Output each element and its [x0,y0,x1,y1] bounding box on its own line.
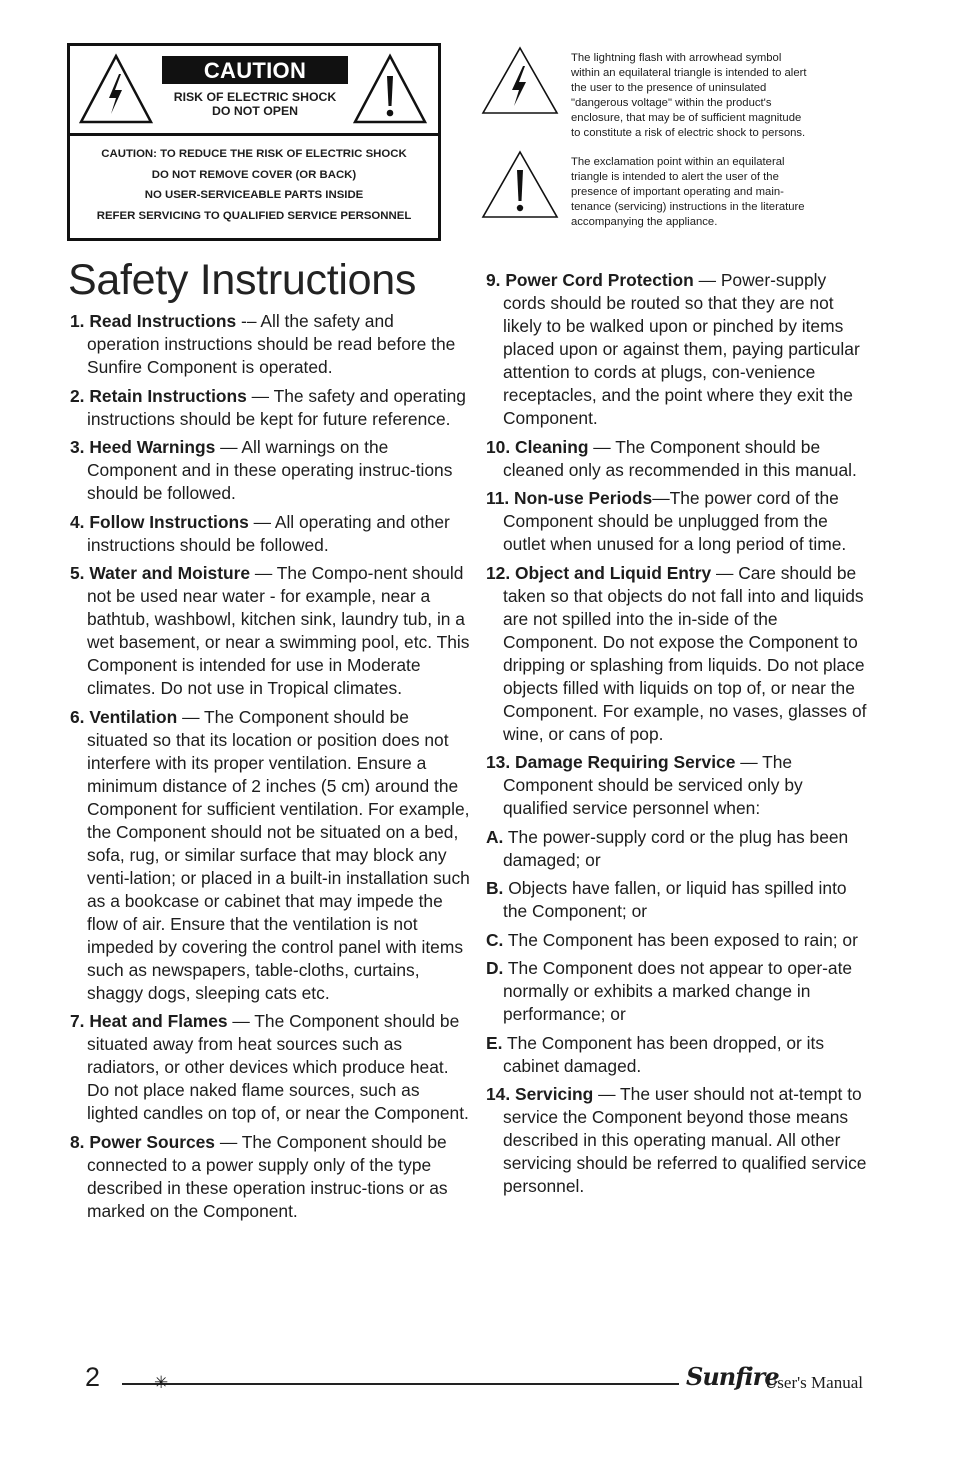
instruction-item [486,487,870,556]
instruction-label: 10. Cleaning [486,436,589,457]
explanation-line: The lightning flash with arrowhead symbol [571,52,782,64]
caution-subtitle-line1: RISK OF ELECTRIC SHOCK [173,90,337,104]
instruction-item [486,436,870,482]
instruction-text: — The user should not at-tempt to service the Component beyond those means described in this operating manual. All other servicing should be referred to qualified service personnel. [503,1084,867,1196]
exclamation-symbol-explanation [571,155,871,230]
footer-divider [122,1383,679,1385]
instruction-item [486,1083,870,1198]
explanation-line: "dangerous voltage" within the product's [571,97,772,109]
instruction-label: 5. Water and Moisture [70,563,251,583]
condition-label: D. [486,958,504,978]
condition-item [486,929,870,952]
condition-text: The Component has been dropped, or its cabinet damaged. [502,1032,825,1076]
instruction-label: 8. Power Sources [70,1131,215,1152]
instruction-text: — The Component should be situated so that its location or position does not interfere with its proper ventilation. Ensure a minimum distance of 2 inches (5 cm) around the Component for sufficient ventilation. For example, the Component should not be situated on a bed, sofa, rug, or similar surface that may block any venti-lation; or placed in a built-in installation such as a bookcase or cabinet that may impede the flow of air. Ensure that the ventilation is not impeded by covering the control panel with items such as newspapers, table-cloths, curtains, shaggy dogs, sleeping cats etc. [87,706,470,1003]
caution-line: DO NOT REMOVE COVER (OR BACK) [151,168,357,181]
instruction-text: —The power cord of the Component should be unplugged from the outlet when unused for a long period of time. [503,488,847,554]
instruction-label: 14. Servicing [486,1084,594,1104]
instruction-text: — The Component should be connected to a power supply only of the type described in these operation instruc-tions or as marked on the Component. [87,1131,448,1221]
explanation-line: tenance (servicing) instructions in the literature [571,201,805,213]
brand-logo: Sunfire [686,1362,779,1391]
instruction-label: 7. Heat and Flames [70,1011,228,1031]
instruction-text: — Power-supply cords should be routed so that they are not likely to be walked upon or pinched by items placed upon or against them, paying particular attention to cords at plugs, con-venience receptacles, and the point where they exit the Component. [503,270,860,428]
instruction-item [486,751,870,820]
instruction-item [70,1131,470,1223]
instruction-text: — The Component should be cleaned only as recommended in this manual. [503,436,857,480]
explanation-line: to constitute a risk of electric shock to persons. [571,127,806,139]
condition-label: A. [486,826,504,847]
instruction-label: 13. Damage Requiring Service [486,752,736,772]
instruction-label: 12. Object and Liquid Entry [486,562,712,583]
caution-header [70,46,438,136]
instruction-label: 9. Power Cord Protection [486,270,694,290]
condition-item [486,877,870,923]
instruction-item [70,310,470,379]
lightning-symbol-explanation [571,51,871,141]
caution-subtitle [162,90,348,118]
explanation-line: enclosure, that may be of sufficient magnitude [571,112,802,124]
explanation-line: The exclamation point within an equilateral [571,156,785,168]
instruction-text: — The Compo-nent should not be used near water - for example, near a bathtub, washbowl, kitchen sink, laundry tub, in a wet basement, or near a swimming pool, etc. This Component is intended for use in Moderate climates. Do not use in Tropical climates. [87,563,470,698]
instruction-item [70,1010,470,1125]
instruction-label: 11. Non-use Periods [486,488,653,508]
condition-text: The power-supply cord or the plug has been damaged; or [503,826,849,870]
explanation-line: within an equilateral triangle is intended to alert [571,67,807,79]
instructions-right-column [486,269,870,1204]
instruction-text: — The Component should be serviced only by qualified service personnel when: [503,752,803,818]
condition-item [486,957,870,1026]
instruction-text: — All operating and other instructions should be followed. [87,511,450,555]
instruction-label: 1. Read Instructions [70,311,237,331]
lightning-triangle-icon [78,52,154,126]
condition-text: The Component has been exposed to rain; or [503,929,858,950]
instruction-item [70,436,470,505]
instruction-text: — The Component should be situated away from heat sources such as radiators, or other devices which produce heat. Do not place naked flame sources, such as lighted candles on top of, or near the Component. [87,1011,469,1123]
caution-line: REFER SERVICING TO QUALIFIED SERVICE PERSONNEL [96,209,412,222]
instruction-item [486,269,870,430]
explanation-line: triangle is intended to alert the user of the [571,171,779,183]
caution-line: CAUTION: TO REDUCE THE RISK OF ELECTRIC SHOCK [101,148,407,160]
star-ornament-icon: ✳ [154,1373,169,1392]
instruction-item [486,562,870,746]
manual-label: User's Manual [765,1373,863,1392]
condition-label: E. [486,1032,503,1053]
page-title: Safety Instructions [68,256,417,304]
caution-subtitle-line2: DO NOT OPEN [211,104,299,118]
explanation-line: presence of important operating and main- [571,186,784,198]
condition-label: B. [486,878,504,898]
caution-warning-text [70,144,438,226]
instruction-label: 3. Heed Warnings [70,437,216,457]
page-number: 2 [85,1362,101,1392]
instruction-text: — Care should be taken so that objects do not fall into and liquids are not spilled into the in-side of the Component. Do not expose the Component to dripping or splashing from liquids. Do not place objects filled with liquids on top of, or near the Component. For example, no vases, glasses of wine, or cans of pop. [503,562,867,744]
condition-text: The Component does not appear to oper-ate normally or exhibits a marked change in performance; or [503,958,853,1024]
instruction-text: — The safety and operating instructions should be kept for future reference. [87,385,466,429]
instructions-left-column [70,310,470,1228]
explanation-line: the user to the presence of uninsulated [571,82,767,94]
condition-text: Objects have fallen, or liquid has spilled into the Component; or [503,878,847,921]
instruction-item [70,511,470,557]
explanation-line: accompanying the appliance. [571,216,718,228]
condition-item [486,1032,870,1078]
instruction-text: -– All the safety and operation instructions should be read before the Sunfire Component is operated. [87,311,456,377]
condition-label: C. [486,929,504,950]
exclamation-triangle-icon [352,52,428,126]
lightning-triangle-icon [481,46,559,116]
exclamation-triangle-icon [481,150,559,220]
caution-title: CAUTION [162,56,348,84]
caution-line: NO USER-SERVICEABLE PARTS INSIDE [144,189,364,201]
instruction-label: 4. Follow Instructions [70,511,249,532]
condition-item [486,826,870,872]
instruction-item [70,385,470,431]
instruction-text: — All warnings on the Component and in these operating instruc-tions should be followed. [87,437,453,503]
instruction-item [70,706,470,1005]
instruction-label: 6. Ventilation [70,706,178,727]
caution-label-box [67,43,441,241]
instruction-label: 2. Retain Instructions [70,385,247,406]
instruction-item [70,562,470,700]
